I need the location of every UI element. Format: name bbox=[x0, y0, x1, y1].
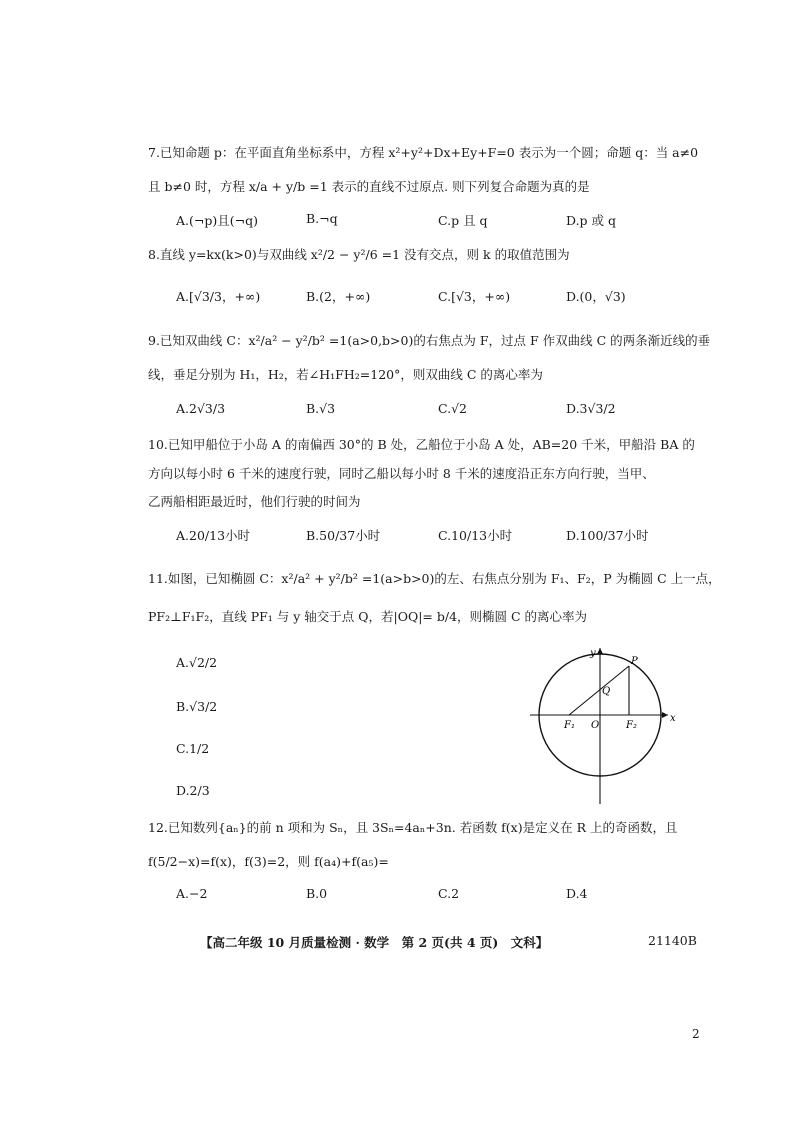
q10-option-c: C.10/13小时 bbox=[438, 528, 513, 543]
q12-option-a: A.−2 bbox=[176, 886, 208, 901]
exam-code: 21140B bbox=[648, 933, 697, 948]
q12-option-b: B.0 bbox=[306, 886, 328, 901]
q7-line2: 且 b≠0 时，方程 x/a + y/b =1 表示的直线不过原点. 则下列复合命题为真的是 bbox=[148, 179, 590, 194]
q9-line2: 线，垂足分别为 H₁，H₂，若∠H₁FH₂=120°，则双曲线 C 的离心率为 bbox=[148, 367, 543, 382]
q10-line2: 方向以每小时 6 千米的速度行驶，同时乙船以每小时 8 千米的速度沿正东方向行驶，当甲、 bbox=[148, 466, 655, 481]
q11-option-b: B.√3/2 bbox=[176, 699, 218, 714]
q9-line1: 9.已知双曲线 C：x²/a² − y²/b² =1(a>0,b>0)的右焦点为 F，过点 F 作双曲线 C 的两条渐近线的垂 bbox=[148, 333, 711, 348]
y-axis-arrow bbox=[597, 648, 603, 654]
q11-line2: PF₂⊥F₁F₂，直线 PF₁ 与 y 轴交于点 Q，若|OQ|= b/4，则椭圆 C 的离心率为 bbox=[148, 609, 588, 624]
ellipse-figure bbox=[528, 642, 688, 806]
q9-option-b: B.√3 bbox=[306, 401, 336, 416]
q8-option-d: D.(0，√3) bbox=[566, 289, 626, 304]
q10-option-b: B.50/37小时 bbox=[306, 528, 381, 543]
q8-option-b: B.(2，+∞) bbox=[306, 289, 371, 304]
page-number: 2 bbox=[692, 1027, 700, 1041]
q7-option-b: B.¬q bbox=[306, 211, 338, 226]
q10-option-d: D.100/37小时 bbox=[566, 528, 649, 543]
q7-option-a: A.(¬p)且(¬q) bbox=[176, 213, 258, 228]
q12-option-d: D.4 bbox=[566, 886, 588, 901]
q8-option-c: C.[√3，+∞) bbox=[438, 289, 511, 304]
q12-option-c: C.2 bbox=[438, 886, 460, 901]
label-p: P bbox=[631, 656, 638, 667]
label-q: Q bbox=[602, 686, 611, 697]
q12-line1: 12.已知数列{aₙ}的前 n 项和为 Sₙ，且 3Sₙ=4aₙ+3n. 若函数 f(x)是定义在 R 上的奇函数，且 bbox=[148, 820, 678, 835]
q11-line1: 11.如图，已知椭圆 C：x²/a² + y²/b² =1(a>b>0)的左、右焦点分别为 F₁、F₂，P 为椭圆 C 上一点， bbox=[148, 571, 721, 586]
segment-pf1 bbox=[569, 666, 629, 715]
q12-line2: f(5/2−x)=f(x)，f(3)=2，则 f(a₄)+f(a₅)= bbox=[148, 854, 389, 869]
label-f1: F₁ bbox=[564, 720, 575, 731]
q11-option-c: C.1/2 bbox=[176, 741, 210, 756]
q9-option-a: A.2√3/3 bbox=[176, 401, 226, 416]
q7-option-c: C.p 且 q bbox=[438, 213, 488, 228]
q10-line3: 乙两船相距最近时，他们行驶的时间为 bbox=[148, 494, 361, 509]
label-y: y bbox=[590, 648, 596, 659]
q9-option-d: D.3√3/2 bbox=[566, 401, 616, 416]
q11-option-d: D.2/3 bbox=[176, 783, 210, 798]
q10-option-a: A.20/13小时 bbox=[176, 528, 251, 543]
q7-option-d: D.p 或 q bbox=[566, 213, 617, 228]
page-footer: 【高二年级 10 月质量检测 · 数学 第 2 页(共 4 页) 文科】 bbox=[200, 935, 549, 950]
x-axis-arrow bbox=[662, 712, 668, 718]
label-x: x bbox=[670, 713, 676, 724]
q11-option-a: A.√2/2 bbox=[176, 655, 218, 670]
q8-line1: 8.直线 y=kx(k>0)与双曲线 x²/2 − y²/6 =1 没有交点，则 k 的取值范围为 bbox=[148, 247, 570, 262]
label-o: O bbox=[591, 720, 600, 731]
label-f2: F₂ bbox=[626, 720, 637, 731]
q9-option-c: C.√2 bbox=[438, 401, 468, 416]
q7-line1: 7.已知命题 p：在平面直角坐标系中，方程 x²+y²+Dx+Ey+F=0 表示为一个圆；命题 q：当 a≠0 bbox=[148, 145, 699, 160]
q8-option-a: A.[√3/3，+∞) bbox=[176, 289, 261, 304]
q10-line1: 10.已知甲船位于小岛 A 的南偏西 30°的 B 处，乙船位于小岛 A 处，AB=20 千米，甲船沿 BA 的 bbox=[148, 437, 695, 452]
